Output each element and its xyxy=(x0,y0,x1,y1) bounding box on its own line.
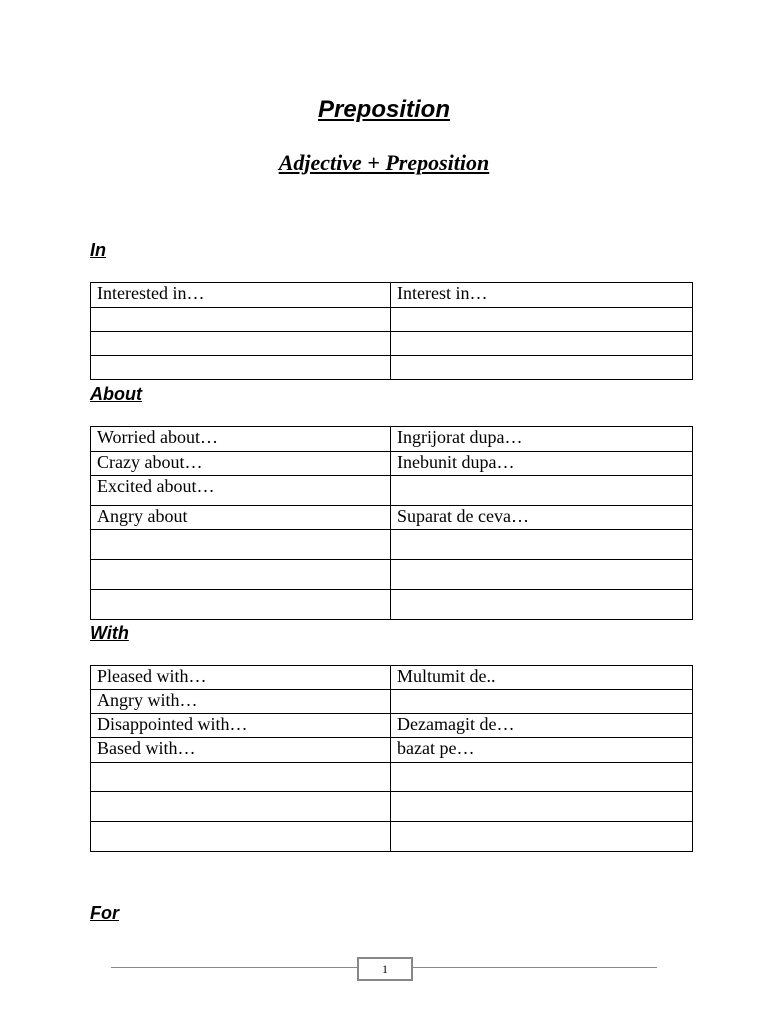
section-heading-for: For xyxy=(90,903,119,923)
page-number: 1 xyxy=(357,957,413,981)
table-cell-adjective[interactable] xyxy=(91,792,391,822)
table-cell-adjective[interactable]: Excited about… xyxy=(91,476,391,506)
table-in xyxy=(90,282,693,380)
table-cell-translation[interactable]: Multumit de.. xyxy=(391,666,693,690)
table-cell-translation[interactable] xyxy=(391,356,693,380)
table-row xyxy=(91,308,693,332)
page-title: Preposition xyxy=(317,96,450,123)
section-heading-with: With xyxy=(90,623,129,643)
table-cell-translation[interactable] xyxy=(391,476,693,506)
table-row xyxy=(91,792,693,822)
table-cell-translation[interactable] xyxy=(391,763,693,792)
table-cell-translation[interactable]: Inebunit dupa… xyxy=(391,452,693,476)
page-subtitle: Adjective + Preposition xyxy=(278,150,490,175)
table-row xyxy=(91,283,693,308)
table-row xyxy=(91,476,693,506)
table-cell-translation[interactable]: bazat pe… xyxy=(391,738,693,763)
table-cell-adjective[interactable] xyxy=(91,530,391,560)
table-with xyxy=(90,665,693,852)
table-cell-adjective[interactable] xyxy=(91,560,391,590)
table-cell-adjective[interactable]: Crazy about… xyxy=(91,452,391,476)
table-row xyxy=(91,666,693,690)
table-row xyxy=(91,530,693,560)
table-cell-adjective[interactable] xyxy=(91,763,391,792)
table-cell-translation[interactable] xyxy=(391,308,693,332)
table-cell-translation[interactable] xyxy=(391,792,693,822)
table-cell-adjective[interactable] xyxy=(91,822,391,852)
section-heading-about: About xyxy=(90,384,142,404)
table-cell-adjective[interactable]: Disappointed with… xyxy=(91,714,391,738)
section-heading-in: In xyxy=(90,240,106,260)
table-row xyxy=(91,356,693,380)
table-row xyxy=(91,560,693,590)
table-row xyxy=(91,714,693,738)
table-cell-adjective[interactable] xyxy=(91,356,391,380)
table-cell-adjective[interactable]: Pleased with… xyxy=(91,666,391,690)
table-cell-adjective[interactable]: Worried about… xyxy=(91,427,391,452)
table-row xyxy=(91,452,693,476)
table-cell-adjective[interactable]: Interested in… xyxy=(91,283,391,308)
table-about xyxy=(90,426,693,620)
table-cell-translation[interactable]: Ingrijorat dupa… xyxy=(391,427,693,452)
table-cell-adjective[interactable]: Based with… xyxy=(91,738,391,763)
table-row xyxy=(91,427,693,452)
table-cell-translation[interactable] xyxy=(391,530,693,560)
table-cell-translation[interactable] xyxy=(391,560,693,590)
table-cell-translation[interactable] xyxy=(391,332,693,356)
table-cell-adjective[interactable]: Angry about xyxy=(91,506,391,530)
table-row xyxy=(91,332,693,356)
table-row xyxy=(91,822,693,852)
table-cell-translation[interactable] xyxy=(391,690,693,714)
table-cell-translation[interactable]: Interest in… xyxy=(391,283,693,308)
table-cell-adjective[interactable] xyxy=(91,590,391,620)
table-cell-adjective[interactable] xyxy=(91,332,391,356)
table-cell-translation[interactable]: Suparat de ceva… xyxy=(391,506,693,530)
table-row xyxy=(91,690,693,714)
table-row xyxy=(91,763,693,792)
table-cell-adjective[interactable]: Angry with… xyxy=(91,690,391,714)
table-cell-translation[interactable]: Dezamagit de… xyxy=(391,714,693,738)
table-row xyxy=(91,506,693,530)
table-cell-adjective[interactable] xyxy=(91,308,391,332)
table-cell-translation[interactable] xyxy=(391,822,693,852)
table-row xyxy=(91,590,693,620)
table-row xyxy=(91,738,693,763)
table-cell-translation[interactable] xyxy=(391,590,693,620)
